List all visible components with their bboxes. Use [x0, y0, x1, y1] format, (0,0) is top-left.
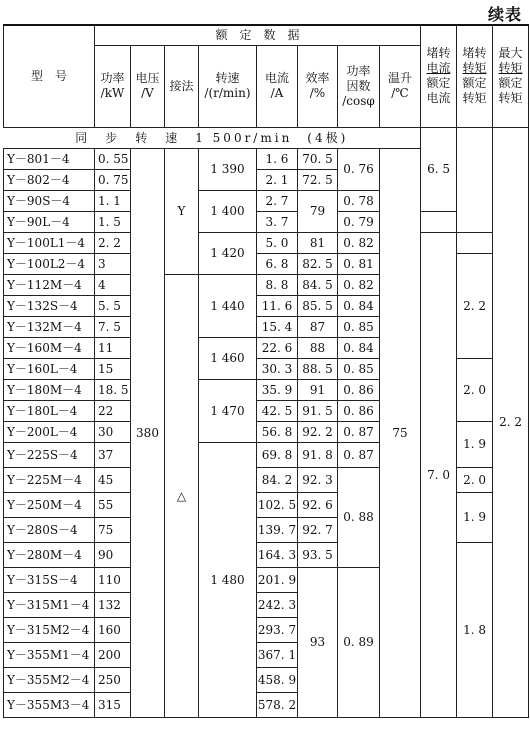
power-cell: 45 — [95, 467, 131, 492]
current-cell: 578. 2 — [257, 692, 298, 717]
pf-cell: 0. 82 — [338, 232, 380, 253]
power-cell: 1. 1 — [95, 190, 131, 211]
speed-1440: 1 440 — [199, 274, 257, 337]
current-cell: 6. 8 — [257, 253, 298, 274]
model-cell: Y－280S－4 — [4, 517, 95, 542]
efficiency-cell: 87 — [298, 316, 338, 337]
header-efficiency: 效率 /% — [298, 45, 338, 127]
pf-cell: 0. 81 — [338, 253, 380, 274]
current-cell: 201. 9 — [257, 567, 298, 592]
power-cell: 55 — [95, 492, 131, 517]
current-cell: 102. 5 — [257, 492, 298, 517]
model-cell: Y－200L－4 — [4, 421, 95, 442]
locked-torque-2-2: 2. 2 — [457, 253, 493, 358]
model-cell: Y－100L2－4 — [4, 253, 95, 274]
speed-1390: 1 390 — [199, 148, 257, 190]
model-cell: Y－132M－4 — [4, 316, 95, 337]
pf-cell: 0. 86 — [338, 400, 380, 421]
power-cell: 3 — [95, 253, 131, 274]
power-cell: 4 — [95, 274, 131, 295]
model-cell: Y－280M－4 — [4, 542, 95, 567]
power-cell: 30 — [95, 421, 131, 442]
current-cell: 30. 3 — [257, 358, 298, 379]
model-cell: Y－355M2－4 — [4, 667, 95, 692]
model-cell: Y－132S－4 — [4, 295, 95, 316]
pf-cell: 0. 85 — [338, 316, 380, 337]
power-cell: 75 — [95, 517, 131, 542]
efficiency-79: 79 — [298, 190, 338, 232]
connection-delta: △ — [165, 274, 199, 717]
current-cell: 11. 6 — [257, 295, 298, 316]
voltage-380: 380 — [131, 148, 165, 717]
header-connection: 接法 — [165, 45, 199, 127]
current-cell: 2. 7 — [257, 190, 298, 211]
power-cell: 200 — [95, 642, 131, 667]
pf-0-89: 0. 89 — [338, 567, 380, 717]
locked-current-7-0: 7. 0 — [421, 232, 457, 717]
model-cell: Y－90L－4 — [4, 211, 95, 232]
sync-speed-row: 同 步 转 速 1 500r/min (4极) — [4, 127, 421, 148]
current-cell: 293. 7 — [257, 617, 298, 642]
header-locked-current: 堵转 电流 额定 电流 — [421, 25, 457, 127]
current-cell: 22. 6 — [257, 337, 298, 358]
power-cell: 1. 5 — [95, 211, 131, 232]
model-cell: Y－225S－4 — [4, 442, 95, 467]
speed-1480: 1 480 — [199, 442, 257, 717]
current-cell: 164. 3 — [257, 542, 298, 567]
current-cell: 139. 7 — [257, 517, 298, 542]
current-cell: 15. 4 — [257, 316, 298, 337]
model-cell: Y－160L－4 — [4, 358, 95, 379]
power-cell: 0. 55 — [95, 148, 131, 169]
locked-torque-1-9: 1. 9 — [457, 492, 493, 542]
efficiency-cell: 91. 8 — [298, 442, 338, 467]
current-cell: 2. 1 — [257, 169, 298, 190]
model-cell: Y－250M－4 — [4, 492, 95, 517]
current-cell: 42. 5 — [257, 400, 298, 421]
power-cell: 5. 5 — [95, 295, 131, 316]
current-cell: 5. 0 — [257, 232, 298, 253]
speed-1400: 1 400 — [199, 190, 257, 232]
power-cell: 18. 5 — [95, 379, 131, 400]
pf-cell: 0. 82 — [338, 274, 380, 295]
pf-0-88: 0. 88 — [338, 467, 380, 567]
model-cell: Y－355M1－4 — [4, 642, 95, 667]
locked-current-6-5: 6. 5 — [421, 127, 457, 211]
model-cell: Y－180L－4 — [4, 400, 95, 421]
power-cell: 315 — [95, 692, 131, 717]
current-cell: 35. 9 — [257, 379, 298, 400]
efficiency-cell: 91. 5 — [298, 400, 338, 421]
efficiency-cell: 92. 3 — [298, 467, 338, 492]
model-cell: Y－225M－4 — [4, 467, 95, 492]
model-cell: Y－90S－4 — [4, 190, 95, 211]
current-cell: 8. 8 — [257, 274, 298, 295]
efficiency-cell: 84. 5 — [298, 274, 338, 295]
header-temp-rise: 温升 /℃ — [380, 45, 421, 127]
header-max-torque: 最大 转矩 额定 转矩 — [493, 25, 529, 127]
max-torque-2-2: 2. 2 — [493, 127, 529, 717]
model-cell: Y－315M2－4 — [4, 617, 95, 642]
power-cell: 250 — [95, 667, 131, 692]
efficiency-cell: 72. 5 — [298, 169, 338, 190]
efficiency-cell: 70. 5 — [298, 148, 338, 169]
model-cell: Y－315S－4 — [4, 567, 95, 592]
model-cell: Y－315M1－4 — [4, 592, 95, 617]
current-cell: 458. 9 — [257, 667, 298, 692]
power-cell: 90 — [95, 542, 131, 567]
header-current: 电流 /A — [257, 45, 298, 127]
current-cell: 242. 3 — [257, 592, 298, 617]
header-power-factor: 功率 因数 /cosφ — [338, 45, 380, 127]
pf-0-76: 0. 76 — [338, 148, 380, 190]
efficiency-cell: 92. 7 — [298, 517, 338, 542]
locked-torque-1-9: 1. 9 — [457, 421, 493, 467]
current-cell: 367. 1 — [257, 642, 298, 667]
efficiency-cell: 92. 2 — [298, 421, 338, 442]
current-cell: 1. 6 — [257, 148, 298, 169]
pf-cell: 0. 78 — [338, 190, 380, 211]
current-cell: 56. 8 — [257, 421, 298, 442]
pf-cell: 0. 84 — [338, 337, 380, 358]
power-cell: 22 — [95, 400, 131, 421]
pf-cell: 0. 79 — [338, 211, 380, 232]
efficiency-cell: 91 — [298, 379, 338, 400]
power-cell: 15 — [95, 358, 131, 379]
model-cell: Y－180M－4 — [4, 379, 95, 400]
motor-data-table — [3, 24, 529, 718]
efficiency-cell: 88 — [298, 337, 338, 358]
power-cell: 0. 75 — [95, 169, 131, 190]
model-cell: Y－160M－4 — [4, 337, 95, 358]
power-cell: 2. 2 — [95, 232, 131, 253]
model-cell: Y－100L1－4 — [4, 232, 95, 253]
pf-cell: 0. 84 — [338, 295, 380, 316]
power-cell: 11 — [95, 337, 131, 358]
header-power: 功率 /kW — [95, 45, 131, 127]
header-speed: 转速 /(r/min) — [199, 45, 257, 127]
speed-1470: 1 470 — [199, 379, 257, 442]
speed-1460: 1 460 — [199, 337, 257, 379]
connection-y: Y — [165, 148, 199, 274]
efficiency-cell: 81 — [298, 232, 338, 253]
speed-1420: 1 420 — [199, 232, 257, 274]
locked-torque-2-0: 2. 0 — [457, 467, 493, 492]
model-cell: Y－112M－4 — [4, 274, 95, 295]
locked-torque-blank — [457, 127, 493, 232]
pf-cell: 0. 86 — [338, 379, 380, 400]
pf-cell: 0. 85 — [338, 358, 380, 379]
model-cell: Y－355M3－4 — [4, 692, 95, 717]
efficiency-cell: 85. 5 — [298, 295, 338, 316]
current-cell: 69. 8 — [257, 442, 298, 467]
header-rated: 额 定 数 据 — [95, 25, 421, 45]
header-model: 型 号 — [4, 25, 95, 127]
current-cell: 84. 2 — [257, 467, 298, 492]
power-cell: 132 — [95, 592, 131, 617]
efficiency-cell: 92. 6 — [298, 492, 338, 517]
power-cell: 7. 5 — [95, 316, 131, 337]
header-voltage: 电压 /V — [131, 45, 165, 127]
current-cell: 3. 7 — [257, 211, 298, 232]
continued-label: 续表 — [487, 5, 522, 24]
model-cell: Y－801－4 — [4, 148, 95, 169]
efficiency-cell: 93. 5 — [298, 542, 338, 567]
power-cell: 37 — [95, 442, 131, 467]
power-cell: 160 — [95, 617, 131, 642]
locked-torque-2-0: 2. 0 — [457, 358, 493, 421]
locked-torque-1-8: 1. 8 — [457, 542, 493, 717]
efficiency-cell: 88. 5 — [298, 358, 338, 379]
model-cell: Y－802－4 — [4, 169, 95, 190]
efficiency-cell: 82. 5 — [298, 253, 338, 274]
pf-cell: 0. 87 — [338, 442, 380, 467]
pf-cell: 0. 87 — [338, 421, 380, 442]
temp-rise-75: 75 — [380, 148, 421, 717]
efficiency-93: 93 — [298, 567, 338, 717]
header-locked-torque: 堵转 转矩 额定 转矩 — [457, 25, 493, 127]
power-cell: 110 — [95, 567, 131, 592]
